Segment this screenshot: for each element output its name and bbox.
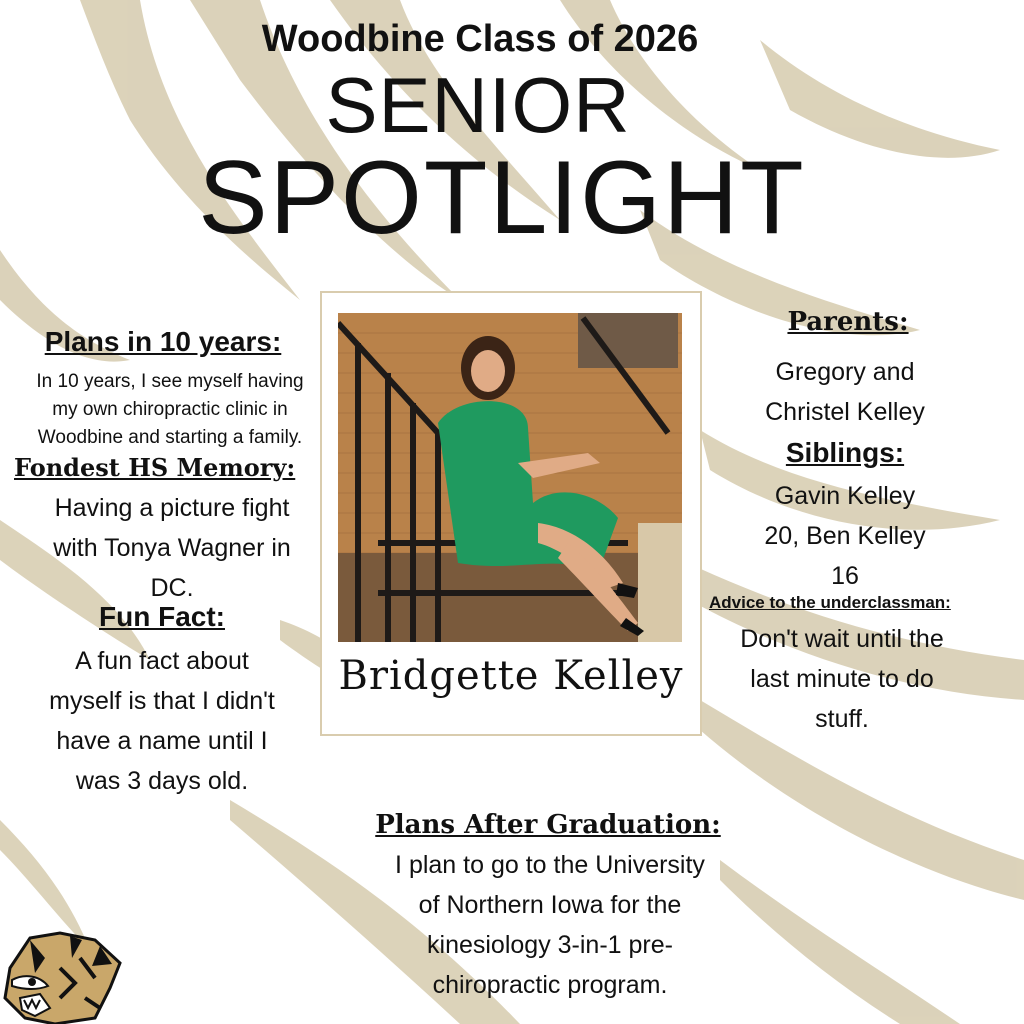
after-grad-text <box>330 845 770 1005</box>
plans-10-line: my own chiropractic clinic in <box>52 399 288 420</box>
after-grad-line: of Northern Iowa for the <box>418 891 682 919</box>
plans-10-line: Woodbine and starting a family. <box>37 427 303 448</box>
portrait-frame <box>320 291 702 736</box>
memory-line: Having a picture fight <box>54 494 290 522</box>
advice-line: last minute to do <box>750 665 934 693</box>
fun-fact-line: have a name until I <box>56 727 268 755</box>
advice-line: stuff. <box>815 705 869 733</box>
fun-fact-line: myself is that I didn't <box>49 687 275 715</box>
student-portrait-photo <box>338 313 682 642</box>
fun-fact-heading: Fun Fact: <box>99 601 225 632</box>
after-grad-line: I plan to go to the University <box>395 851 705 879</box>
tiger-mascot-icon <box>0 928 125 1024</box>
after-grad-heading: Plans After Graduation: <box>375 810 721 840</box>
advice-line: Don't wait until the <box>740 625 944 653</box>
memory-heading: Fondest HS Memory: <box>14 453 296 482</box>
fun-fact-line: was 3 days old. <box>75 767 249 795</box>
siblings-line: 20, Ben Kelley <box>764 522 926 550</box>
parents-line: Christel Kelley <box>765 398 925 426</box>
memory-line: DC. <box>150 574 194 602</box>
plans-10-heading: Plans in 10 years: <box>44 326 282 357</box>
student-name: Bridgette Kelley <box>338 653 684 699</box>
after-grad-line: chiropractic program. <box>432 971 668 999</box>
siblings-heading: Siblings: <box>785 437 905 468</box>
memory-text <box>22 488 322 608</box>
parents-heading: Parents: <box>787 307 909 337</box>
class-line: Woodbine Class of 2026 <box>261 18 699 60</box>
plans-10-line: In 10 years, I see myself having <box>36 371 304 392</box>
advice-text <box>712 619 972 739</box>
siblings-text <box>715 476 975 596</box>
fun-fact-text <box>12 641 312 801</box>
advice-heading: Advice to the underclassman: <box>709 593 951 612</box>
siblings-line: 16 <box>831 562 859 590</box>
parents-text <box>715 352 975 432</box>
fun-fact-line: A fun fact about <box>75 647 249 675</box>
after-grad-line: kinesiology 3-in-1 pre- <box>427 931 673 959</box>
senior-title: SENIOR <box>325 61 631 149</box>
plans-10-text <box>0 368 340 452</box>
spotlight-title: SPOTLIGHT <box>198 140 806 256</box>
parents-line: Gregory and <box>775 358 915 386</box>
memory-line: with Tonya Wagner in <box>53 534 291 562</box>
siblings-line: Gavin Kelley <box>774 482 916 510</box>
